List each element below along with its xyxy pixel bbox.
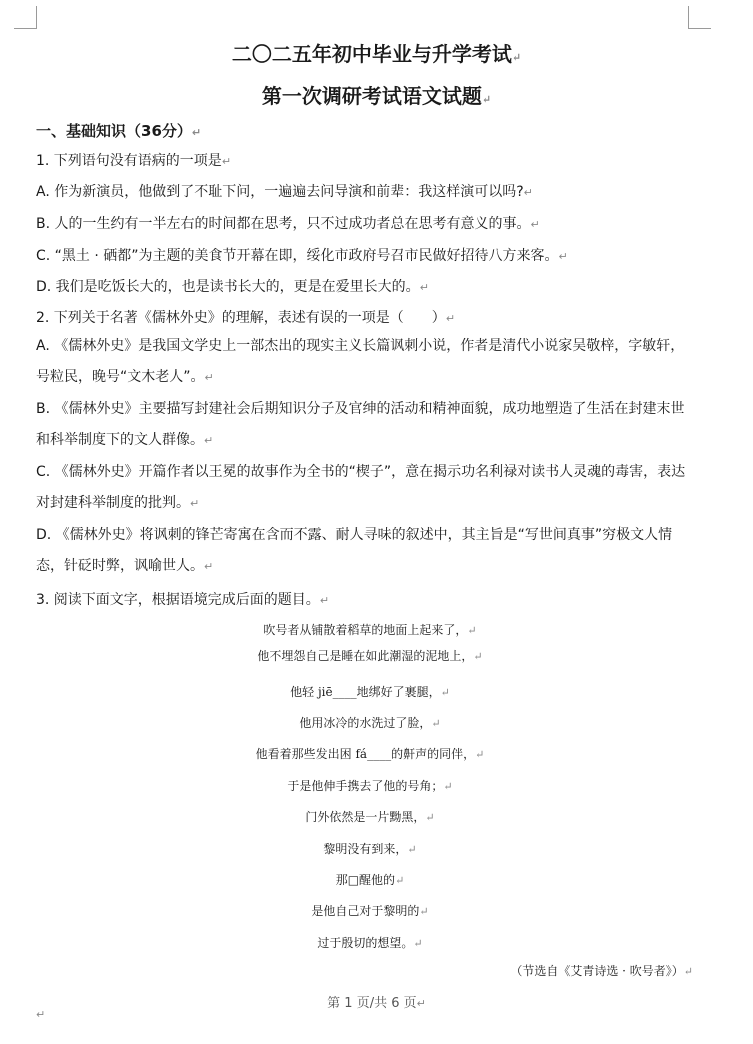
poem-line: 他看着那些发出困 fá____的鼾声的同伴，↵ — [255, 747, 485, 761]
q1-option-c: C. “黑土 · 硒都”为主题的美食节开幕在即，绥化市政府号召市民做好招待八方来客。↵ — [36, 248, 568, 264]
q2-option-b: B. 《儒林外史》主要描写封建社会后期知识分子及官绅的活动和精神面貌，成功地塑造了生活在封建末世和科举制度下的文人群像。↵ — [36, 401, 685, 448]
poem-source: （节选自《艾青诗选 · 吹号者》）↵ — [510, 964, 693, 978]
q1-option-a: A. 作为新演员，他做到了不耻下问，一遍遍去问导演和前辈：我这样演可以吗?↵ — [36, 184, 533, 200]
poem-line: 黎明没有到来，↵ — [323, 842, 417, 856]
q1-stem: 1. 下列语句没有语病的一项是↵ — [36, 153, 232, 169]
page-footer: 第 1 页/共 6 页↵ — [327, 996, 426, 1011]
poem-line: 门外依然是一片黝黑，↵ — [305, 810, 435, 824]
q1-option-b: B. 人的一生约有一半左右的时间都在思考，只不过成功者总在思考有意义的事。↵ — [36, 216, 540, 232]
paragraph-mark: ↵ — [36, 1008, 46, 1021]
poem-line: 他轻 jiē____地绑好了裹腿，↵ — [290, 685, 450, 699]
q2-option-d: D. 《儒林外史》将讽刺的锋芒寄寓在含而不露、耐人寻味的叙述中，其主旨是“写世间真事”穷极文人情态，针砭时弊，讽喻世人。↵ — [36, 527, 673, 574]
poem-line: 于是他伸手携去了他的号角；↵ — [287, 779, 453, 793]
section-heading: 一、基础知识（36分）↵ — [36, 122, 202, 140]
poem-line: 他不埋怨自己是睡在如此潮湿的泥地上，↵ — [257, 649, 483, 663]
q2-option-a: A. 《儒林外史》是我国文学史上一部杰出的现实主义长篇讽刺小说，作者是清代小说家吴敬梓，字敏轩，号粒民，晚号“文木老人”。↵ — [36, 338, 685, 385]
poem-line: 他用冰冷的水洗过了脸，↵ — [299, 716, 441, 730]
poem-line: 那□醒他的↵ — [335, 873, 405, 887]
crop-mark-top-left — [14, 6, 37, 29]
exam-title-line2: 第一次调研考试语文试题↵ — [261, 84, 492, 108]
poem-line: 吹号者从铺散着稻草的地面上起来了，↵ — [263, 623, 477, 637]
poem-line: 过于殷切的想望。↵ — [317, 936, 423, 950]
q2-option-c: C. 《儒林外史》开篇作者以王冕的故事作为全书的“楔子”，意在揭示功名利禄对读书人灵魂的毒害，表达对封建科举制度的批判。↵ — [36, 464, 686, 511]
poem-line: 是他自己对于黎明的↵ — [311, 904, 429, 918]
crop-mark-top-right — [688, 6, 711, 29]
q1-option-d: D. 我们是吃饭长大的，也是读书长大的，更是在爱里长大的。↵ — [36, 279, 429, 295]
q2-stem: 2. 下列关于名著《儒林外史》的理解，表述有误的一项是（ ）↵ — [36, 310, 456, 326]
exam-title-line1: 二〇二五年初中毕业与升学考试↵ — [231, 42, 522, 66]
q3-stem: 3. 阅读下面文字，根据语境完成后面的题目。↵ — [36, 592, 330, 608]
